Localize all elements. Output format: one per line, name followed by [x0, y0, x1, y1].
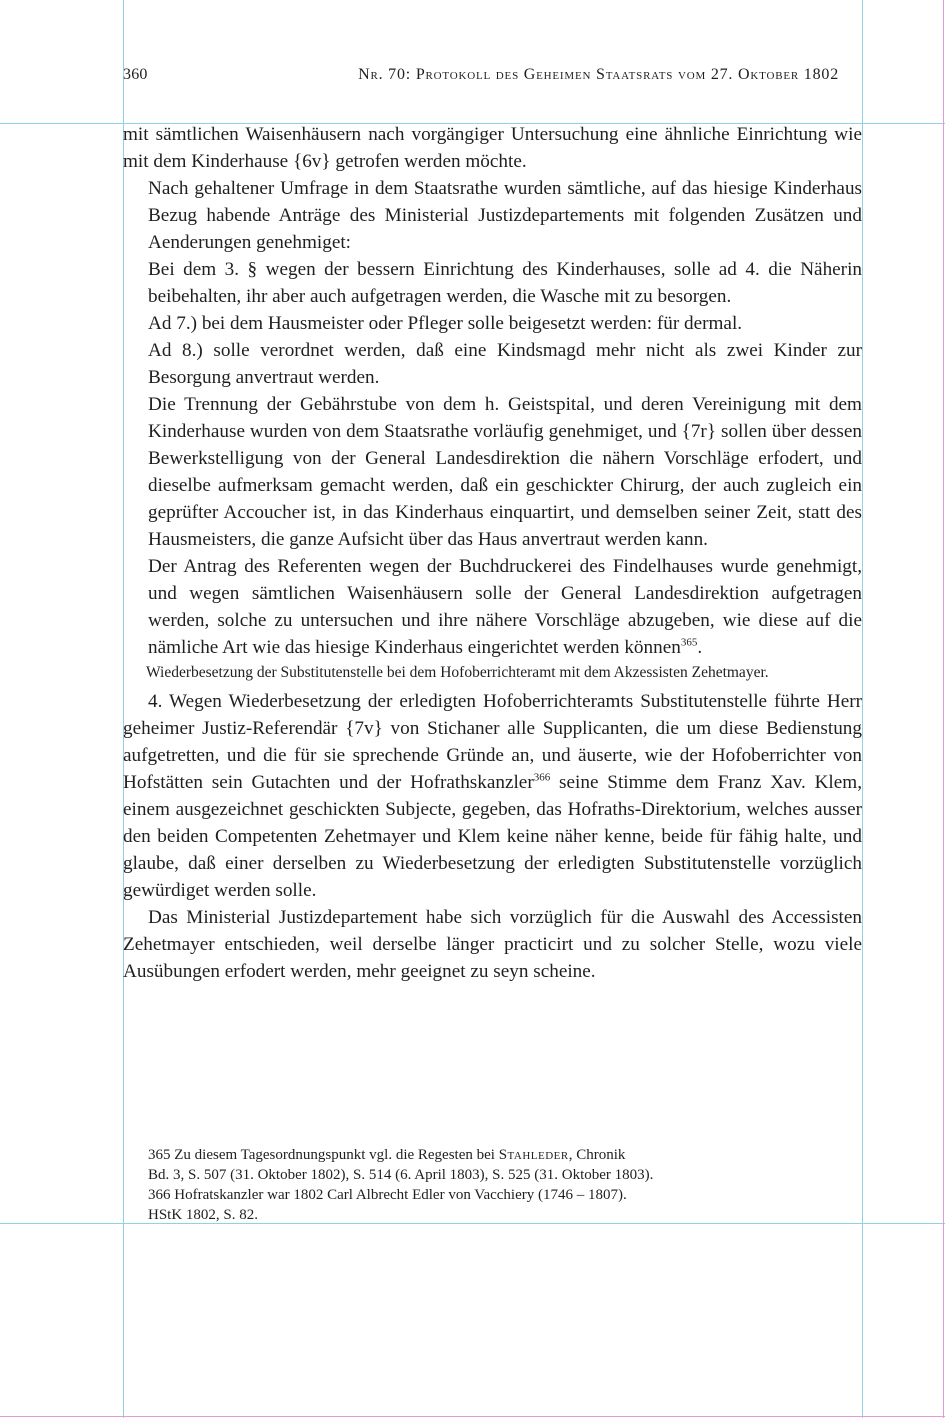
- paragraph-4: Ad 7.) bei dem Hausmeister oder Pfleger solle beigesetzt werden: für dermal.: [148, 313, 743, 334]
- paragraph-6: Die Trennung der Gebährstube von dem h. Geistspital, und deren Vereinigung mit dem Kinderhause wurden von dem Staatsrathe vorläufig genehmiget, und {7r} sollen über dessen Bewerkstelligung von der General Landesdirektion die nähern Vorschläge erfodert, und dieselbe aufmerksam gemacht werden, daß ein geschickter Chirurg, der auch zugleich ein geprüfter Accoucher ist, in das Kinderhaus einquartirt, und demselben seiner Zeit, statt des Hausmeisters, die ganze Aufsicht über das Haus anvertraut werden kann.: [148, 394, 862, 550]
- running-title: Nr. 70: Protokoll des Geheimen Staatsrats vom 27. Oktober 1802: [358, 66, 839, 83]
- footnote-365-author: Stahleder: [498, 1147, 569, 1163]
- paragraph-7: [123, 553, 862, 661]
- paragraph-9: Das Ministerial Justizdepartement habe sich vorzüglich für die Auswahl des Accessisten Zehetmayer entschieden, weil derselbe länger practicirt und zu solcher Stelle, wozu viele Ausübungen erfodert werden, mehr geeignet zu seyn scheine.: [123, 907, 862, 982]
- footnote-365-text: 365 Zu diesem Tagesordnungspunkt vgl. die Regesten bei: [148, 1147, 499, 1163]
- margin-note: Wiederbesetzung der Substitutenstelle bei dem Hofoberrichteramt mit dem Akzessisten Zehetmayer.: [146, 664, 769, 681]
- paragraph-8-text-b: seine Stimme dem Franz Xav. Klem, einem ausgezeichnet geschickten Subjecte, gegeben, das Hofraths-Direktorium, welches ausser den beiden Competenten Zehetmayer und Klem keine näher kenne, beide für fähig halte, und glaube, daß einer derselben zu Wiederbesetzung der erledigten Substitutenstelle vorzüglich gewürdiget werden solle.: [123, 772, 862, 901]
- page-edge-bottom: [0, 1416, 945, 1417]
- page-edge-right: [943, 0, 944, 1418]
- footnote-366-line-2: HStK 1802, S. 82.: [148, 1207, 259, 1223]
- paragraph-8-text-a: 4. Wegen Wiederbesetzung der erledigten Hofoberrichteramts Substitutenstelle führte Herr geheimer Justiz-Referendär {7v} von Stichaner alle Supplicanten, die um diese Bedienstung aufgetretten, und die für sie sprechende Gründe an, und äuserte, wie der Hofoberrichter von Hofstätten sein Gutachten und der Hofrathskanzler: [123, 691, 862, 793]
- footnote-366: 366 Hofratskanzler war 1802 Carl Albrecht Edler von Vacchiery (1746 – 1807).: [148, 1187, 627, 1203]
- paragraph-2: Nach gehaltener Umfrage in dem Staatsrathe wurden sämtliche, auf das hiesige Kinderhaus Bezug habende Anträge des Ministerial Justizdepartements mit folgenden Zusätzen und Aenderungen genehmiget:: [148, 178, 862, 253]
- paragraph-1: mit sämtlichen Waisenhäusern nach vorgängiger Untersuchung eine ähnliche Einrichtung wie mit dem Kinderhause {6v} getrofen werden möchte.: [123, 124, 862, 172]
- paragraph-3: Bei dem 3. § wegen der bessern Einrichtung des Kinderhauses, solle ad 4. die Näherin beibehalten, ihr aber auch aufgetragen werden, die Wasche mit zu besorgen.: [148, 259, 862, 307]
- footnote-ref-366[interactable]: 366: [533, 771, 551, 784]
- main-text: [123, 121, 862, 985]
- footnotes: [148, 1145, 768, 1225]
- paragraph-7-text: Der Antrag des Referenten wegen der Buchdruckerei des Findelhauses wurde genehmigt, und wegen sämtlichen Waisenhäusern solle der General Landesdirektion aufgetragen werden, solche zu untersuchen und ihre nähere Vorschläge abzugeben, wie diese auf die nämliche Art wie das hiesige Kinderhaus eingerichtet werden können: [148, 556, 862, 658]
- paragraph-7-end: .: [697, 637, 703, 658]
- guide-right: [862, 0, 863, 1418]
- footnote-ref-365[interactable]: 365: [680, 636, 698, 649]
- paragraph-5: Ad 8.) solle verordnet werden, daß eine Kindsmagd mehr nicht als zwei Kinder zur Besorgung anvertraut werden.: [148, 340, 862, 388]
- footnote-365-line-2: Bd. 3, S. 507 (31. Oktober 1802), S. 514 (6. April 1803), S. 525 (31. Oktober 1803).: [148, 1167, 654, 1183]
- footnote-365: [148, 1145, 768, 1165]
- footnote-365-source: , Chronik: [568, 1147, 626, 1163]
- running-header: [123, 66, 839, 90]
- paragraph-8: [123, 688, 862, 904]
- page-number: 360: [123, 66, 148, 83]
